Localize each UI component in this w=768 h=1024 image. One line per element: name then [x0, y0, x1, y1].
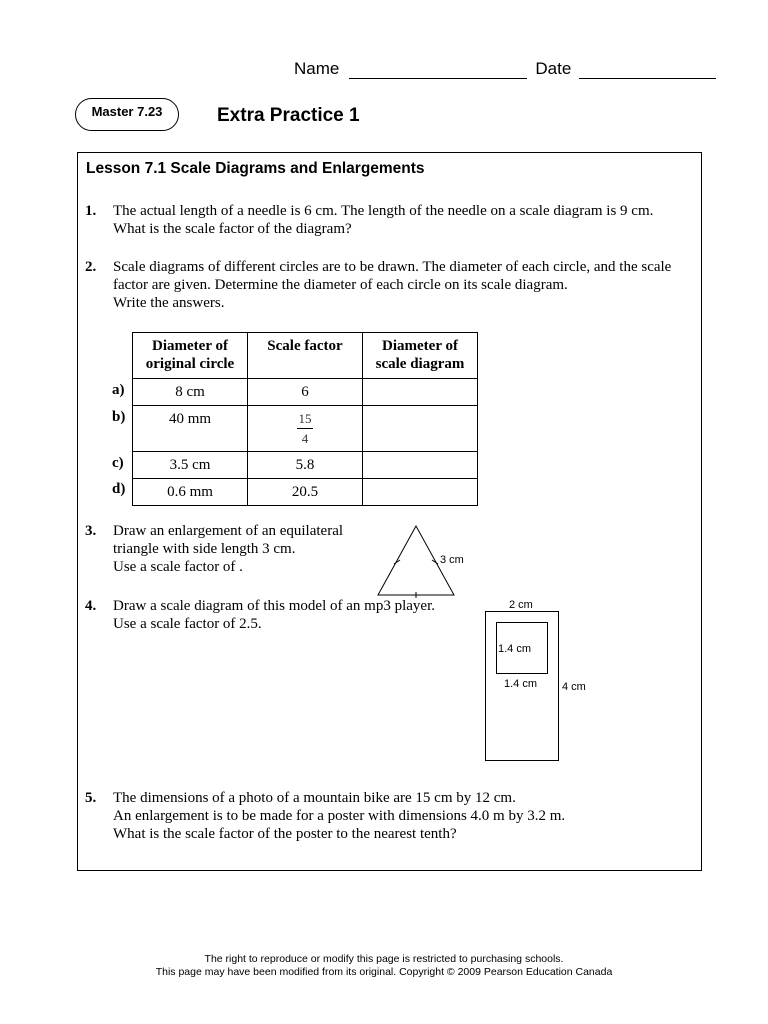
fraction-bar [297, 428, 313, 429]
question-line: triangle with side length 3 cm. [113, 541, 296, 557]
header-line: original circle [145, 356, 235, 372]
cell-answer[interactable] [363, 406, 478, 452]
date-field[interactable] [579, 60, 716, 79]
equilateral-triangle-figure [370, 520, 480, 600]
question-number: 5. [85, 790, 97, 806]
lesson-title: Lesson 7.1 Scale Diagrams and Enlargements [86, 160, 425, 177]
fraction-denominator: 4 [301, 431, 309, 446]
triangle-side-label: 3 cm [440, 554, 464, 566]
footer-line-2: This page may have been modified from its original. Copyright © 2009 Pearson Education Canada [155, 966, 613, 978]
name-label: Name [294, 59, 340, 78]
cell-answer[interactable] [363, 452, 478, 479]
mp3-screen-width-label: 1.4 cm [504, 678, 538, 690]
question-number: 3. [85, 523, 97, 539]
header-line: scale diagram [375, 356, 465, 372]
date-label: Date [535, 59, 572, 78]
question-line: Use a scale factor of 2.5. [113, 616, 262, 632]
row-label: b) [112, 409, 126, 425]
table-row [133, 379, 478, 406]
question-text [113, 522, 343, 576]
cell-scale-factor: 5.8 [248, 452, 363, 479]
question-number: 4. [85, 598, 97, 614]
question-line: factor are given. Determine the diameter of each circle on its scale diagram. [113, 277, 568, 293]
question-line: An enlargement is to be made for a poster with dimensions 4.0 m by 3.2 m. [113, 808, 566, 824]
table-row [133, 406, 478, 452]
question-line: Use a scale factor of . [113, 559, 243, 575]
question-line: What is the scale factor of the poster to the nearest tenth? [113, 826, 457, 842]
question-text [113, 597, 435, 633]
cell-scale-factor: 20.5 [248, 479, 363, 506]
question-line: Write the answers. [113, 295, 225, 311]
fraction [297, 411, 313, 446]
mp3-screen-label: 1.4 cm [498, 643, 532, 655]
cell-diameter: 8 cm [133, 379, 248, 406]
mp3-width-label: 2 cm [509, 599, 533, 611]
cell-diameter: 3.5 cm [133, 452, 248, 479]
fraction-numerator: 15 [298, 411, 312, 426]
table-header-row [133, 333, 478, 379]
table-row [133, 452, 478, 479]
master-badge [75, 98, 179, 131]
row-label: c) [112, 455, 124, 471]
table-row [133, 479, 478, 506]
cell-diameter: 0.6 mm [133, 479, 248, 506]
header-line: Diameter of [152, 338, 228, 354]
cell-scale-factor [248, 406, 363, 452]
question-line: The dimensions of a photo of a mountain bike are 15 cm by 12 cm. [113, 790, 516, 806]
question-line: Scale diagrams of different circles are to be drawn. The diameter of each circle, and the scale [113, 259, 672, 275]
header-scale-diameter [363, 333, 478, 379]
name-field[interactable] [349, 60, 527, 79]
question-text [113, 202, 653, 238]
name-date-row [294, 59, 716, 79]
cell-answer[interactable] [363, 479, 478, 506]
header-line: Scale factor [267, 338, 343, 354]
row-label: d) [112, 481, 126, 497]
question-text [113, 258, 671, 312]
cell-diameter: 40 mm [133, 406, 248, 452]
header-original-diameter [133, 333, 248, 379]
question-line: Draw an enlargement of an equilateral [113, 523, 344, 539]
footer-line-1: The right to reproduce or modify this page is restricted to purchasing schools. [204, 953, 564, 965]
page-title: Extra Practice 1 [217, 105, 360, 126]
question-line: What is the scale factor of the diagram? [113, 221, 352, 237]
header-scale-factor [248, 333, 363, 379]
header-line: Diameter of [382, 338, 458, 354]
question-line: Draw a scale diagram of this model of an mp3 player. [113, 598, 435, 614]
mp3-height-label: 4 cm [562, 681, 586, 693]
question-number: 1. [85, 203, 97, 219]
cell-answer[interactable] [363, 379, 478, 406]
cell-scale-factor: 6 [248, 379, 363, 406]
master-label: Master 7.23 [91, 104, 163, 119]
mp3-player-figure [480, 596, 600, 766]
scale-table [132, 332, 478, 506]
question-text [113, 789, 565, 843]
row-label: a) [112, 382, 125, 398]
question-line: The actual length of a needle is 6 cm. The length of the needle on a scale diagram is 9 cm. [113, 203, 654, 219]
question-number: 2. [85, 259, 97, 275]
